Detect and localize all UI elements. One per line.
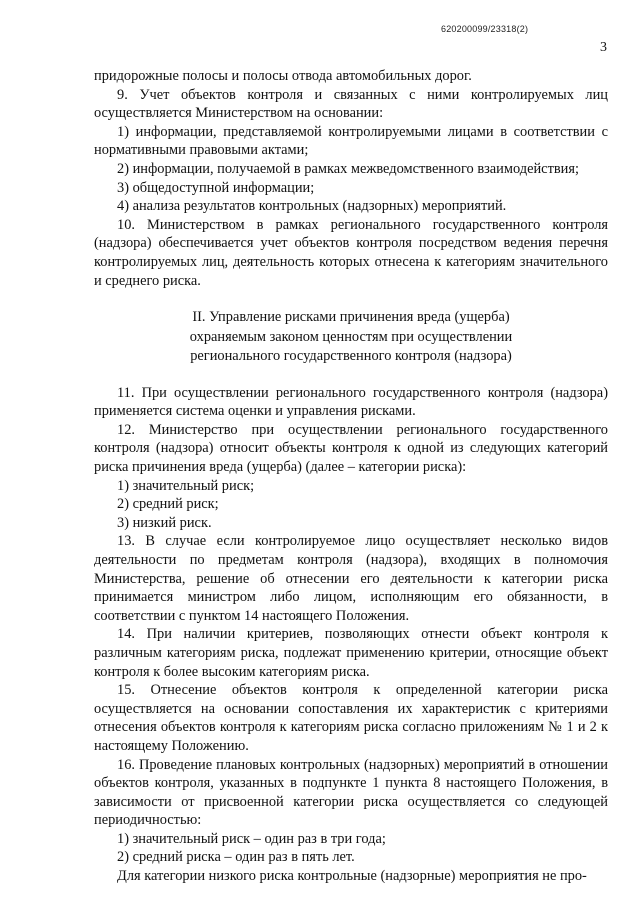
section-heading-line: II. Управление рисками причинения вреда (ущерба) [192, 309, 510, 326]
paragraph: 2) информации, получаемой в рамках межведомственного взаимодействия; [117, 160, 579, 177]
paragraph: 2) средний риск; [117, 496, 219, 513]
paragraph: придорожные полосы и полосы отвода автомобильных дорог. [94, 68, 472, 84]
section-heading-line: регионального государственного контроля (надзора) [190, 348, 512, 365]
paragraph: 2) средний риска – один раз в пять лет. [117, 849, 355, 866]
paragraph: 12. Министерство при осуществлении регионального государственного контроля (надзора) относит объекты контроля к одной из следующих категорий риска причинения вреда (ущерба) (далее – категории риска): [94, 421, 608, 475]
paragraph: 16. Проведение плановых контрольных (надзорных) мероприятий в отношении объектов контроля, указанных в подпункте 1 пункта 8 настоящего Положения, в зависимости от присвоенной категории риска осуществляется со следующей периодичностью: [94, 756, 608, 829]
paragraph: 4) анализа результатов контрольных (надзорных) мероприятий. [117, 198, 507, 215]
paragraph: 1) значительный риск – один раз в три года; [117, 830, 386, 847]
paragraph: 11. При осуществлении регионального государственного контроля (надзора) применяется система оценки и управления рисками. [94, 384, 608, 420]
paragraph: 14. При наличии критериев, позволяющих отнести объект контроля к различным категориям риска, подлежат применению критерии, относящие объект контроля к более высоким категориям риска. [94, 626, 608, 680]
paragraph: 10. Министерством в рамках регионального государственного контроля (надзора) обеспечивается учет объектов контроля посредством ведения перечня контролируемых лиц, деятельность которых отнесена к категориям значительного и среднего риска. [94, 216, 608, 289]
paragraphs-before-heading [94, 67, 608, 290]
paragraphs-after-heading [94, 384, 608, 886]
paragraph: 1) информации, представляемой контролируемыми лицами в соответствии с нормативными правовыми актами; [94, 123, 608, 159]
document-body [94, 67, 608, 886]
page-number: 3 [600, 40, 607, 55]
paragraph: 1) значительный риск; [117, 477, 255, 494]
paragraph: Для категории низкого риска контрольные (надзорные) мероприятия не про- [117, 868, 587, 885]
paragraph: 15. Отнесение объектов контроля к определенной категории риска осуществляется на основании сопоставления их характеристик с критериями отнесения объектов контроля к категориям риска согласно приложениям № 1 и 2 к настоящему Положению. [94, 682, 608, 754]
paragraph: 3) низкий риск. [117, 514, 212, 531]
paragraph: 13. В случае если контролируемое лицо осуществляет несколько видов деятельности по предметам контроля (надзора), входящих в полномочия Министерства, решение об отнесении его деятельности к категории риска принимается министром либо лицом, исполняющим его обязанности, в соответствии с пунктом 14 настоящего Положения. [94, 533, 608, 624]
section-heading-line: охраняемым законом ценностям при осуществлении [189, 328, 513, 345]
document-id: 620200099/23318(2) [441, 24, 529, 34]
section-heading [94, 308, 608, 367]
paragraph: 9. Учет объектов контроля и связанных с ними контролируемых лиц осуществляется Министерством на основании: [94, 86, 608, 122]
paragraph: 3) общедоступной информации; [117, 179, 315, 196]
